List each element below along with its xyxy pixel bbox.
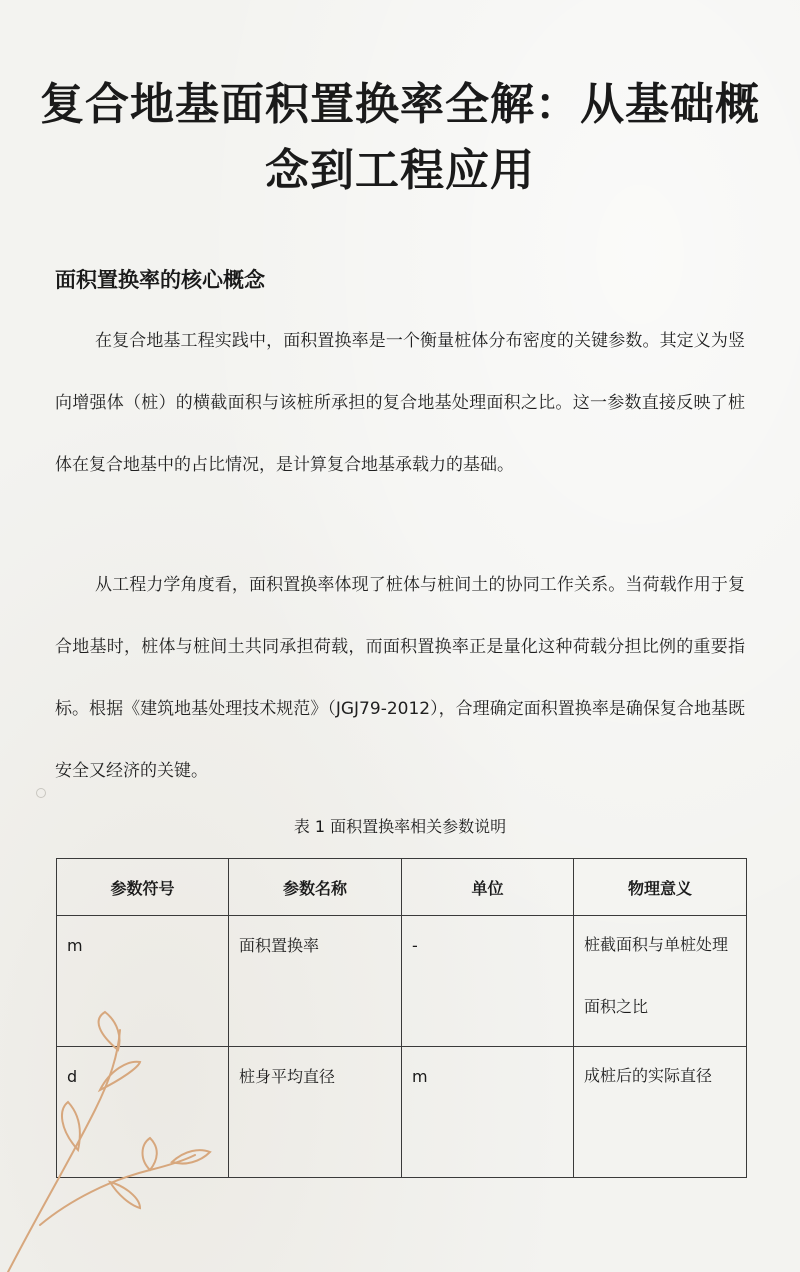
table-row xyxy=(57,916,747,1047)
section-heading: 面积置换率的核心概念 xyxy=(55,268,265,292)
table-cell-meaning xyxy=(574,1047,747,1178)
header-cell-meaning: 物理意义 xyxy=(574,859,747,916)
cell-text: 桩身平均直径 xyxy=(239,1067,336,1086)
cell-text: 成桩后的实际直径 xyxy=(584,1066,713,1085)
table-header-row xyxy=(57,859,747,916)
cell-text: 面积置换率 xyxy=(239,936,320,955)
header-cell-symbol: 参数符号 xyxy=(57,859,229,916)
table-caption: 表 1 面积置换率相关参数说明 xyxy=(293,817,507,836)
header-cell-name: 参数名称 xyxy=(229,859,402,916)
table-cell-unit xyxy=(402,1047,574,1178)
table-cell-name xyxy=(229,1047,402,1178)
table-cell-symbol xyxy=(57,916,229,1047)
parameter-table xyxy=(56,858,747,1178)
table-cell-meaning xyxy=(574,916,747,1047)
paragraph-1: 在复合地基工程实践中，面积置换率是一个衡量桩体分布密度的关键参数。其定义为竖向增强体（桩）的横截面积与该桩所承担的复合地基处理面积之比。这一参数直接反映了桩体在复合地基中的占比情况，是计算复合地基承载力的基础。 xyxy=(55,331,745,475)
cell-text: - xyxy=(412,936,418,955)
margin-dot-mark xyxy=(36,788,46,798)
cell-text: 桩截面积与单桩处理面积之比 xyxy=(584,935,729,1016)
cell-text: m xyxy=(67,936,83,955)
table-row xyxy=(57,1047,747,1178)
cell-text: d xyxy=(67,1067,78,1086)
cell-text: m xyxy=(412,1067,428,1086)
table-cell-unit xyxy=(402,916,574,1047)
document-title: 复合地基面积置换率全解：从基础概念到工程应用 xyxy=(40,79,760,196)
paragraph-2: 从工程力学角度看，面积置换率体现了桩体与桩间土的协同工作关系。当荷载作用于复合地基时，桩体与桩间土共同承担荷载，而面积置换率正是量化这种荷载分担比例的重要指标。根据《建筑地基处理技术规范》（JGJ79-2012），合理确定面积置换率是确保复合地基既安全又经济的关键。 xyxy=(55,575,745,781)
header-cell-unit: 单位 xyxy=(402,859,574,916)
table-cell-symbol xyxy=(57,1047,229,1178)
table-cell-name xyxy=(229,916,402,1047)
